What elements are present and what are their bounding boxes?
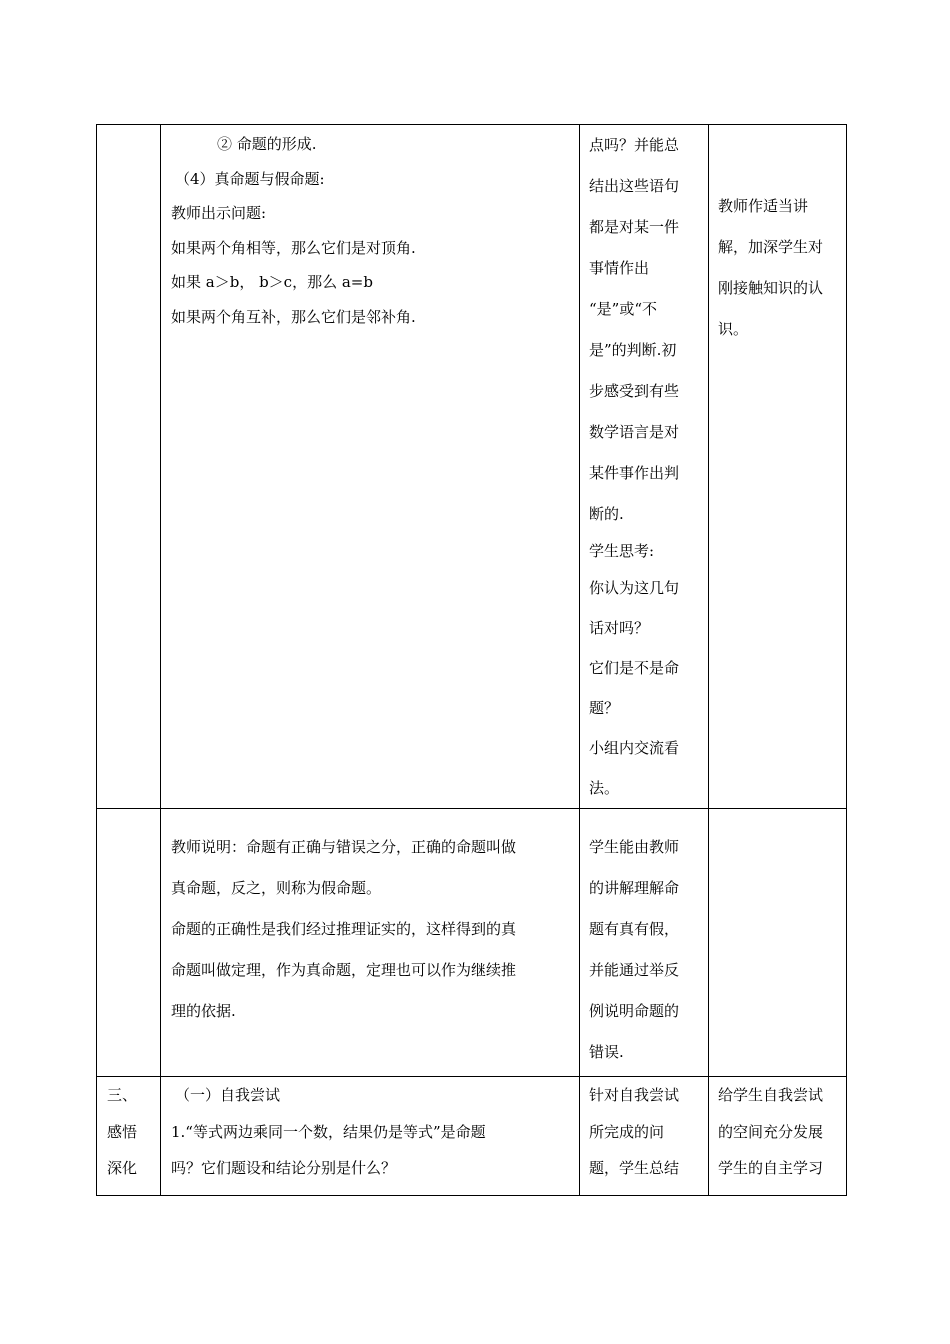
text-line: 学生思考: [589,542,655,560]
text-line: 题？ [589,699,620,717]
text-line: 命题叫做定理，作为真命题，定理也可以作为继续推 [171,961,517,979]
text-line: 学生的自主学习 [718,1159,824,1177]
text-line: 所完成的问 [589,1122,665,1141]
text-line: （4）真命题与假命题: [175,169,325,188]
content-cell [161,1077,580,1196]
teacher-intent-cell [709,1077,847,1196]
student-activity-cell [580,125,709,809]
student-activity-cell [580,809,709,1077]
text-line: “是”或“不 [589,300,658,318]
text-line: 针对自我尝试 [589,1086,680,1104]
text-line: 教师出示问题: [171,204,267,222]
text-line: 命题的正确性是我们经过推理证实的，这样得到的真 [171,920,517,938]
section-label: 深化 [107,1159,138,1177]
text-line: 并能通过举反 [589,961,680,979]
content-cell [161,125,580,809]
text-line: 数学语言是对 [589,423,680,441]
student-activity-cell [580,1077,709,1196]
text-line: 如果两个角相等，那么它们是对顶角. [171,238,416,257]
text-line: 如果两个角互补，那么它们是邻补角. [171,307,416,326]
text-line: 小组内交流看 [589,739,680,757]
section-label: 感悟 [107,1122,138,1141]
text-line: （一）自我尝试 [175,1086,281,1104]
text-line: 的讲解理解命 [589,879,680,897]
table-row [97,125,847,809]
section-cell [97,809,161,1077]
text-line: 是”的判断.初 [589,341,677,359]
text-line: 题有真有假， [589,920,680,938]
lesson-plan-table [96,124,847,1196]
text-line: 都是对某一件 [589,218,680,236]
text-line: 它们是不是命 [589,659,680,677]
text-line: 1.“等式两边乘同一个数，结果仍是等式”是命题 [171,1122,486,1141]
table-row [97,809,847,1077]
text-line: 错误. [589,1043,624,1061]
text-line: 你认为这几句 [589,579,680,597]
text-line: 话对吗？ [589,619,650,637]
text-line: 吗？它们题设和结论分别是什么？ [171,1159,397,1177]
text-line: 刚接触知识的认 [718,279,824,297]
content-cell [161,809,580,1077]
text-line: 识。 [718,320,749,338]
section-cell [97,1077,161,1196]
text-line: 题，学生总结 [589,1159,680,1177]
text-line: 如果 a＞b， b＞c，那么 a=b [171,273,373,291]
text-line: 某件事作出判 [589,464,680,482]
teacher-intent-cell [709,809,847,1077]
teacher-intent-cell [709,125,847,809]
text-line: 事情作出 [589,259,650,277]
table-row [97,1077,847,1196]
section-label: 三、 [107,1086,138,1104]
text-line: 步感受到有些 [589,382,680,400]
text-line: 教师作适当讲 [718,197,809,215]
text-line: ② 命题的形成. [217,135,317,153]
text-line: 点吗？并能总 [589,136,680,154]
text-line: 学生能由教师 [589,838,680,856]
text-line: 例说明命题的 [589,1002,680,1020]
text-line: 法。 [589,779,620,797]
section-cell [97,125,161,809]
text-line: 理的依据. [171,1002,236,1020]
text-line: 断的. [589,505,624,523]
text-line: 解，加深学生对 [718,238,824,256]
text-line: 教师说明：命题有正确与错误之分，正确的命题叫做 [171,838,517,856]
text-line: 给学生自我尝试 [718,1086,824,1104]
text-line: 真命题，反之，则称为假命题。 [171,879,382,897]
text-line: 结出这些语句 [589,177,680,195]
text-line: 的空间充分发展 [718,1122,824,1141]
